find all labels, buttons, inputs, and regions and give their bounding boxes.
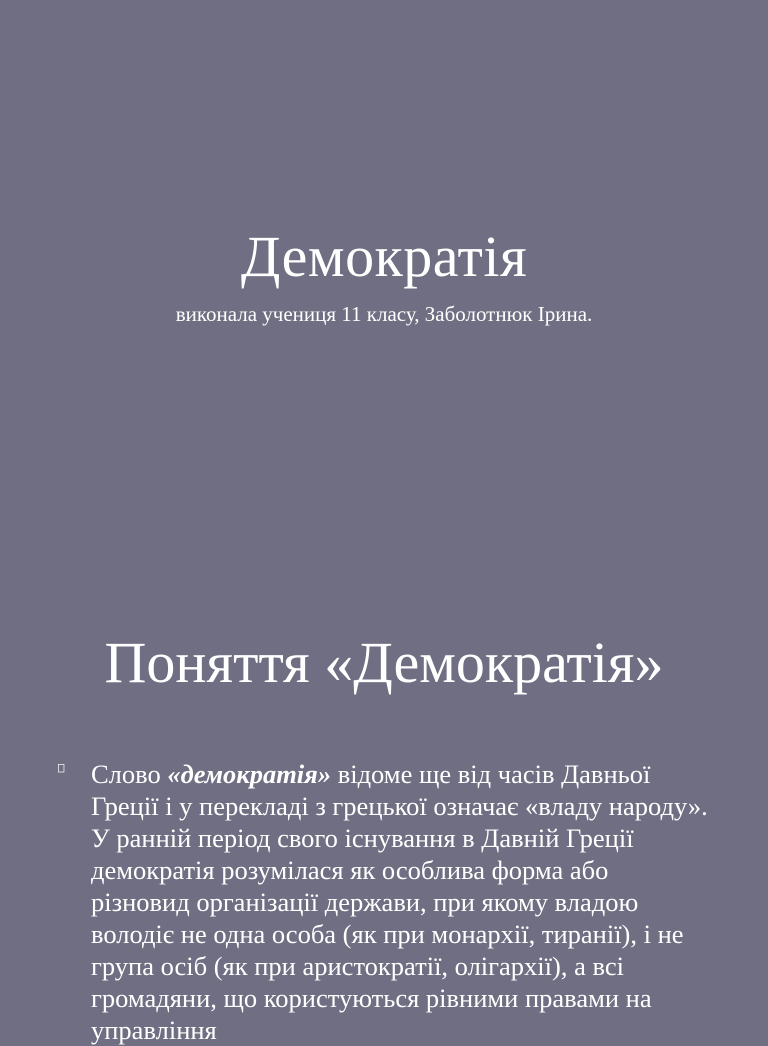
square-bullet-icon <box>58 764 64 772</box>
concept-paragraph <box>58 758 708 1046</box>
term-democracy: «демократія» <box>167 759 332 789</box>
paragraph-rest: відоме ще від часів Давньої Греції і у перекладі з грецької означає «владу народу». У ранній період свого існування в Давній Греції демократія розумілася як особлива форма або різновид організації держави, при якому владою володіє не одна особа (як при монархії, тиранії), і не група осіб (як при аристократії, олігархії), а всі громадяни, що користуються рівними правами на управління <box>91 759 708 1045</box>
title-slide-subtitle: виконала учениця 11 класу, Заболотнюк Ірина. <box>175 302 593 326</box>
concept-bullet-list <box>58 758 708 1046</box>
paragraph-start: Слово <box>91 759 168 789</box>
concept-slide-heading: Поняття «Демократія» <box>104 630 664 695</box>
title-slide-heading: Демократія <box>240 224 528 289</box>
